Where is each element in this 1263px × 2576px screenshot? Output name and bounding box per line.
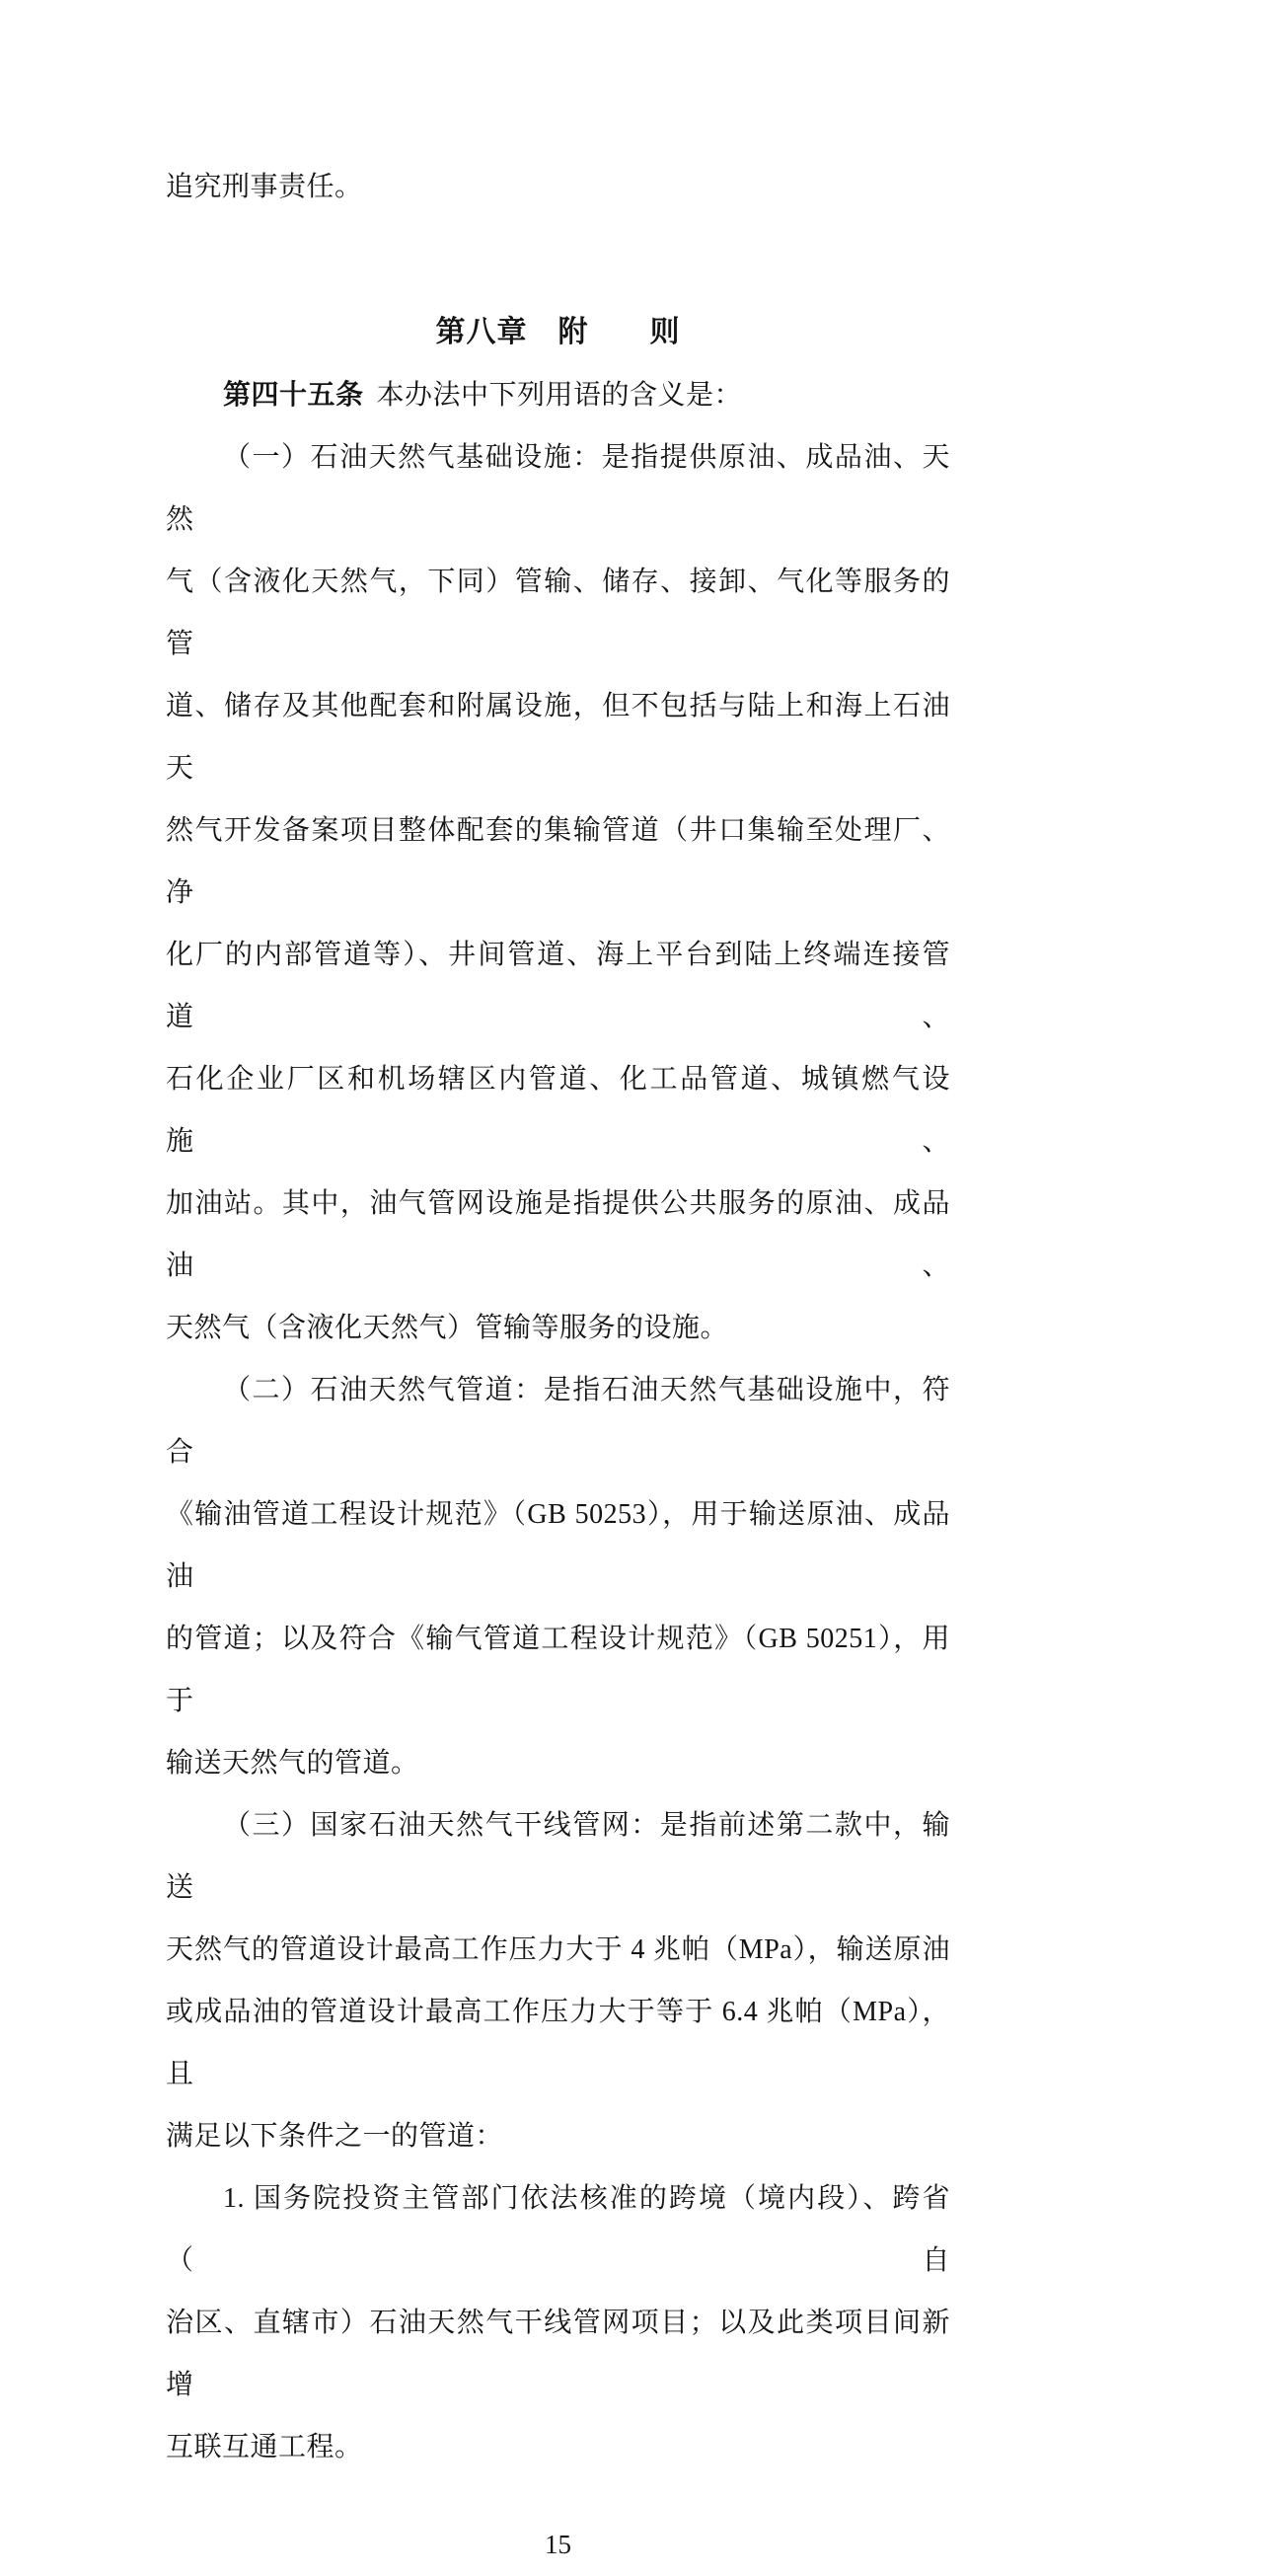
text-line: 的管道；以及符合《输气管道工程设计规范》（GB 50251），用于 xyxy=(166,1624,950,1716)
definition-item-3 xyxy=(166,1794,950,2167)
text-line: 输送天然气的管道。 xyxy=(166,1748,419,1779)
article-number-label: 第四十五条 xyxy=(223,379,364,410)
text-line: 道、储存及其他配套和附属设施，但不包括与陆上和海上石油天 xyxy=(166,691,950,784)
text-line: 《输油管道工程设计规范》（GB 50253），用于输送原油、成品油 xyxy=(166,1499,950,1592)
text-line: 治区、直辖市）石油天然气干线管网项目；以及此类项目间新增 xyxy=(166,2308,950,2400)
text-line: 然气开发备案项目整体配套的集输管道（井口集输至处理厂、净 xyxy=(166,815,950,908)
article-intro-text: 本办法中下列用语的含义是： xyxy=(376,380,743,411)
text-line: （二）石油天然气管道：是指石油天然气基础设施中，符合 xyxy=(166,1375,950,1468)
text-line: 满足以下条件之一的管道： xyxy=(166,2121,504,2152)
text-line: 或成品油的管道设计最高工作压力大于等于 6.4 兆帕（MPa），且 xyxy=(166,1997,950,2089)
definition-item-2 xyxy=(166,1359,950,1794)
page-number: 15 xyxy=(545,2530,571,2559)
text-line: 天然气（含液化天然气）管输等服务的设施。 xyxy=(166,1313,729,1343)
text-line: 石化企业厂区和机场辖区内管道、化工品管道、城镇燃气设施、 xyxy=(166,1064,950,1157)
definition-item-1 xyxy=(166,426,950,1359)
definition-subitem-1 xyxy=(166,2167,950,2478)
text-line: 化厂的内部管道等）、井间管道、海上平台到陆上终端连接管道、 xyxy=(166,940,950,1032)
page-content xyxy=(166,0,950,2576)
text-line: 1. 国务院投资主管部门依法核准的跨境（境内段）、跨省（自 xyxy=(166,2183,950,2276)
chapter-heading: 第八章 附 则 xyxy=(435,316,681,348)
text-line: 加油站。其中，油气管网设施是指提供公共服务的原油、成品油、 xyxy=(166,1188,950,1281)
text-line: （三）国家石油天然气干线管网：是指前述第二款中，输送 xyxy=(166,1810,950,1903)
text-line: （一）石油天然气基础设施：是指提供原油、成品油、天然 xyxy=(166,442,950,535)
article-line xyxy=(166,363,950,426)
text-line: 互联互通工程。 xyxy=(166,2432,363,2462)
text-line: 气（含液化天然气，下同）管输、储存、接卸、气化等服务的管 xyxy=(166,567,950,659)
paragraph-continuation-line: 追究刑事责任。 xyxy=(166,172,363,202)
text-line: 天然气的管道设计最高工作压力大于 4 兆帕（MPa），输送原油 xyxy=(166,1934,950,1965)
